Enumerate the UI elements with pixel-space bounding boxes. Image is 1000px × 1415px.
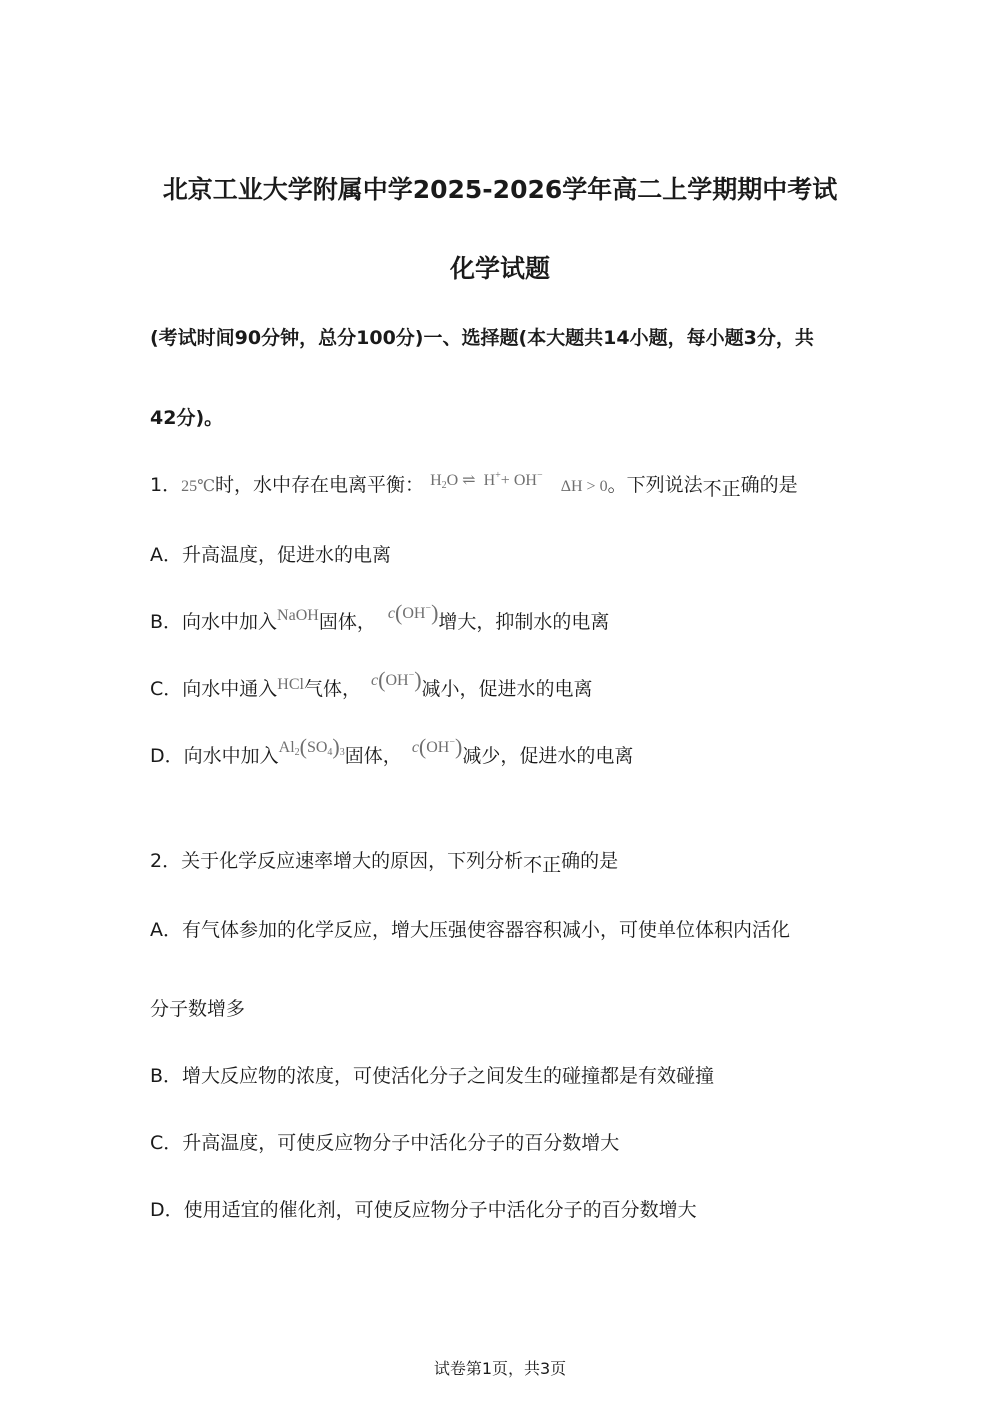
q2-option-b: B．增大反应物的浓度，可使活化分子之间发生的碰撞都是有效碰撞 [150,1065,715,1087]
q2-option-a-line-2: 分子数增多 [150,998,246,1020]
q2-option-c: C．升高温度，可使反应物分子中活化分子的百分数增大 [150,1132,620,1154]
q1-option-d: D．向水中加入$^{Al_2(SO_4)_3}$固体， $^{c(OH^-)}$减少，促进水的电离 [150,734,634,767]
instructions-line-2: 42分)。 [150,407,224,429]
chemical-hcl: HCl [277,676,304,693]
question-number: 1． [150,474,182,496]
temperature-value: 25℃ [181,478,215,495]
page-footer: 试卷第1页，共3页 [433,1359,567,1378]
question-2-stem: 2．关于化学反应速率增大的原因，下列分析不正确的是 [150,850,619,876]
stem-emphasis: 不正 [702,478,741,500]
oh-concentration: c(OH−) [387,600,439,625]
subject-title: 化学试题 [449,254,550,283]
ionization-equation: H2O ⇌ H++ OH− [430,470,543,491]
q1-option-c: C．向水中通入$^{HCl}$气体， $^{c(OH^-)}$减小，促进水的电离 [150,667,593,700]
chemical-naoh: NaOH [277,607,319,624]
chemical-al2so43: Al2(SO4)3 [278,734,345,759]
enthalpy-change: ΔH > 0 [560,478,608,495]
exam-title: 北京工业大学附属中学2025-2026学年高二上学期期中考试 [162,175,838,204]
stem-text: 确的是 [740,474,798,496]
q2-option-d: D．使用适宜的催化剂，可使反应物分子中活化分子的百分数增大 [150,1199,697,1221]
q1-option-a: A．升高温度，促进水的电离 [150,544,391,566]
q2-option-a-line-1: A．有气体参加的化学反应，增大压强使容器容积减小，可使单位体积内活化 [150,919,790,941]
oh-concentration: c(OH−) [371,667,422,692]
q1-option-b: B．向水中加入$^{NaOH}$固体， $^{c(OH^-)}$增大，抑制水的电离 [150,600,610,633]
oh-concentration: c(OH−) [411,734,463,759]
instructions-line-1: (考试时间90分钟，总分100分)一、选择题(本大题共14小题，每小题3分，共 [150,327,814,349]
stem-text: 时，水中存在电离平衡： [215,474,425,496]
question-1-stem [150,470,798,500]
stem-text: 。下列说法 [607,474,703,496]
stem-emphasis: 不正 [523,854,562,876]
